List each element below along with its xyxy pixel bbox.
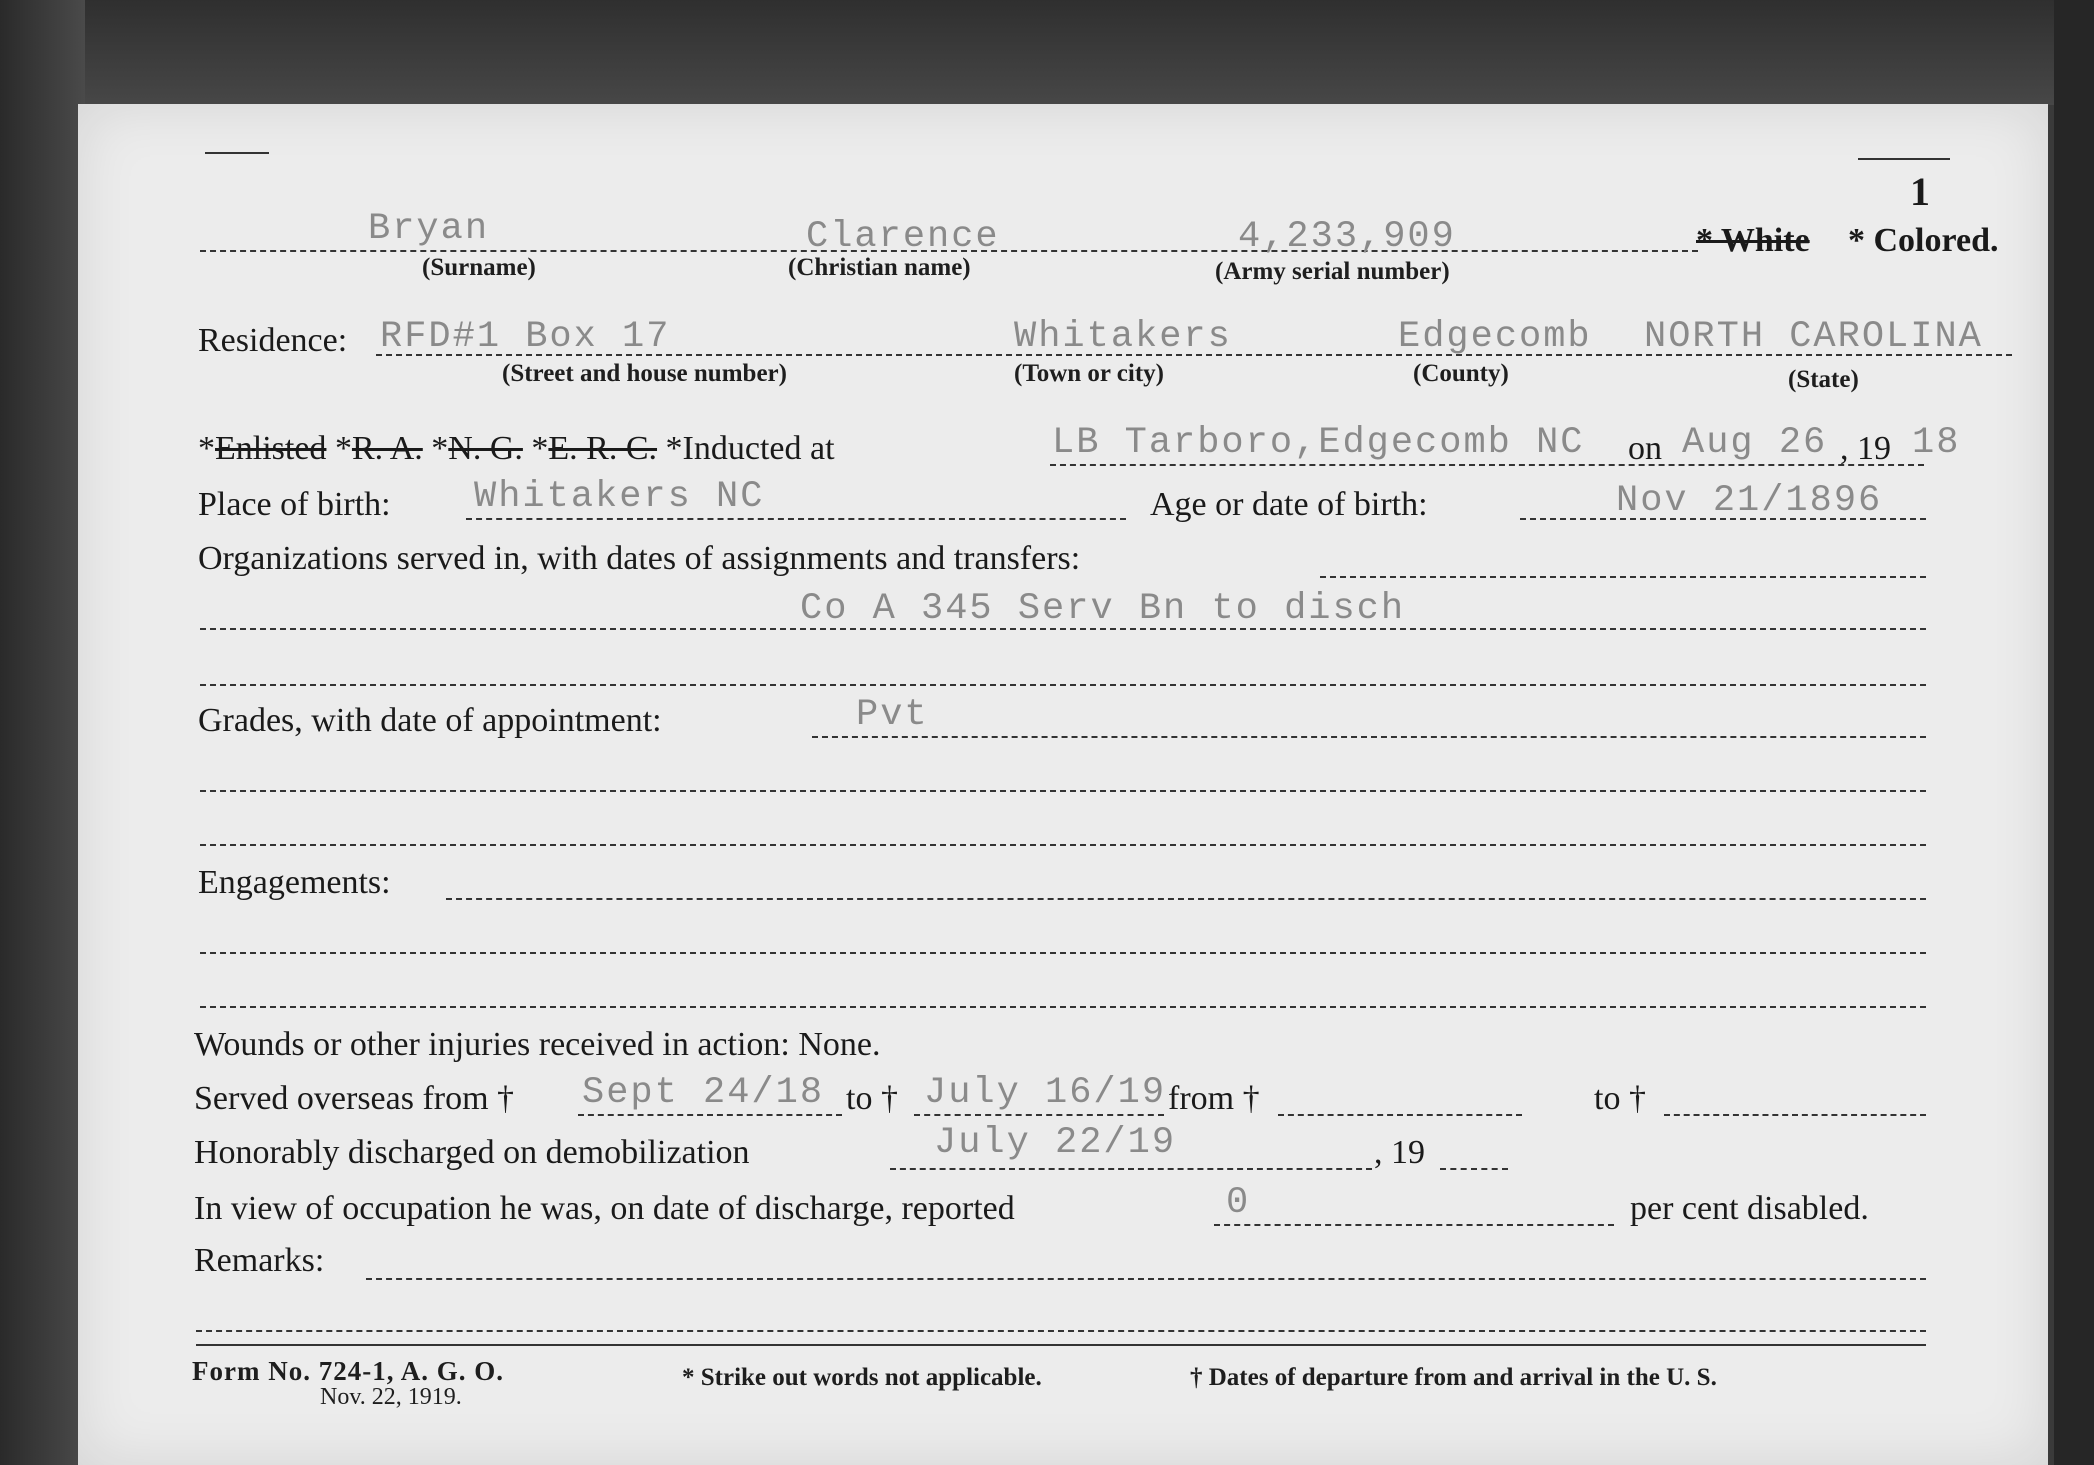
state-caption: (State) — [1788, 366, 1859, 393]
organizations-line-2 — [200, 684, 1926, 686]
organizations-line-0 — [1320, 576, 1926, 578]
struck-erc: E. R. C. — [548, 430, 658, 467]
service-record-card — [78, 104, 2048, 1465]
discharge-year-line — [1440, 1168, 1508, 1170]
grades-line-0 — [812, 736, 1926, 738]
page-number: 1 — [1910, 169, 1930, 214]
dates-note: † Dates of departure from and arrival in the U. S. — [1190, 1364, 1717, 1391]
birth-date-value: Nov 21/1896 — [1616, 480, 1883, 522]
engagements-line-1 — [200, 952, 1926, 954]
race-colored-label: * Colored. — [1848, 222, 1999, 259]
christian-name-value: Clarence — [806, 216, 1000, 258]
christian-name-caption: (Christian name) — [788, 254, 971, 281]
disability-line — [1214, 1224, 1614, 1226]
town-caption: (Town or city) — [1014, 360, 1164, 387]
grades-value: Pvt — [856, 694, 929, 736]
residence-label: Residence: — [198, 322, 348, 359]
grades-line-2 — [200, 844, 1926, 846]
struck-ng: N. G. — [448, 430, 523, 467]
residence-state-value: NORTH CAROLINA — [1644, 316, 1983, 358]
surname-value: Bryan — [368, 208, 490, 250]
disability-suffix: per cent disabled. — [1630, 1190, 1869, 1227]
top-left-rule — [205, 152, 269, 154]
residence-county-value: Edgecomb — [1398, 316, 1592, 358]
inducted-place-value: LB Tarboro,Edgecomb NC — [1052, 422, 1585, 464]
struck-ra: R. A. — [351, 430, 423, 467]
star-mark: * — [431, 430, 449, 467]
scanner-frame-left — [0, 0, 85, 1465]
overseas-to2-line — [1664, 1114, 1926, 1116]
engagements-line-0 — [446, 898, 1926, 900]
place-of-birth-label: Place of birth: — [198, 486, 391, 523]
star-mark: * — [531, 430, 549, 467]
overseas-label: Served overseas from † — [194, 1080, 515, 1117]
street-caption: (Street and house number) — [502, 360, 787, 387]
engagements-line-2 — [200, 1006, 1926, 1008]
engagements-label: Engagements: — [198, 864, 391, 901]
footer-rule — [196, 1344, 1926, 1346]
organizations-label: Organizations served in, with dates of assignments and transfers: — [198, 540, 1081, 577]
discharge-label: Honorably discharged on demobilization — [194, 1134, 750, 1171]
overseas-from2-label: from † — [1168, 1080, 1260, 1117]
county-caption: (County) — [1413, 360, 1509, 387]
star-mark: * — [198, 430, 215, 467]
remarks-line-0 — [366, 1278, 1926, 1280]
residence-street-value: RFD#1 Box 17 — [380, 316, 671, 358]
wounds-value: None. — [798, 1026, 881, 1063]
grades-label: Grades, with date of appointment: — [198, 702, 662, 739]
scanner-frame-right — [2054, 0, 2094, 1465]
on-label: on — [1628, 430, 1662, 467]
induction-row — [198, 430, 835, 468]
scanner-frame-top — [0, 0, 2094, 105]
inducted-date-value: Aug 26 — [1682, 422, 1828, 464]
overseas-to-value: July 16/19 — [924, 1072, 1167, 1114]
strike-note: * Strike out words not applicable. — [682, 1364, 1042, 1391]
disability-value: 0 — [1226, 1182, 1251, 1224]
inducted-label: *Inducted at — [665, 430, 835, 467]
struck-enlisted: Enlisted — [215, 430, 327, 467]
serial-number-value: 4,233,909 — [1238, 216, 1456, 258]
disability-label: In view of occupation he was, on date of discharge, reported — [194, 1190, 1015, 1227]
discharge-year-label: , 19 — [1374, 1134, 1425, 1171]
form-date: Nov. 22, 1919. — [320, 1384, 462, 1410]
inducted-year-value: 18 — [1912, 422, 1961, 464]
wounds-row — [194, 1026, 881, 1064]
remarks-line-1 — [196, 1330, 1926, 1332]
induction-line — [1050, 464, 1924, 466]
age-label: Age or date of birth: — [1150, 486, 1428, 523]
overseas-to-label: to † — [846, 1080, 898, 1117]
remarks-label: Remarks: — [194, 1242, 325, 1279]
place-of-birth-value: Whitakers NC — [474, 476, 765, 518]
wounds-label: Wounds or other injuries received in action: — [194, 1026, 790, 1063]
surname-caption: (Surname) — [422, 254, 536, 281]
form-number: Form No. 724-1, A. G. O. — [192, 1356, 504, 1386]
overseas-to2-label: to † — [1594, 1080, 1646, 1117]
place-of-birth-line — [466, 518, 1126, 520]
overseas-to-line — [914, 1114, 1164, 1116]
race-white-label: * White — [1696, 222, 1810, 259]
overseas-from-line — [578, 1114, 842, 1116]
overseas-from2-line — [1278, 1114, 1522, 1116]
star-mark: * — [334, 430, 352, 467]
discharge-date-value: July 22/19 — [934, 1122, 1177, 1164]
discharge-line — [890, 1168, 1372, 1170]
top-right-rule — [1858, 158, 1950, 160]
serial-number-caption: (Army serial number) — [1215, 258, 1450, 285]
year-prefix-label: , 19 — [1840, 430, 1891, 467]
grades-line-1 — [200, 790, 1926, 792]
overseas-from-value: Sept 24/18 — [582, 1072, 825, 1114]
organizations-value: Co A 345 Serv Bn to disch — [800, 588, 1406, 630]
residence-town-value: Whitakers — [1014, 316, 1232, 358]
